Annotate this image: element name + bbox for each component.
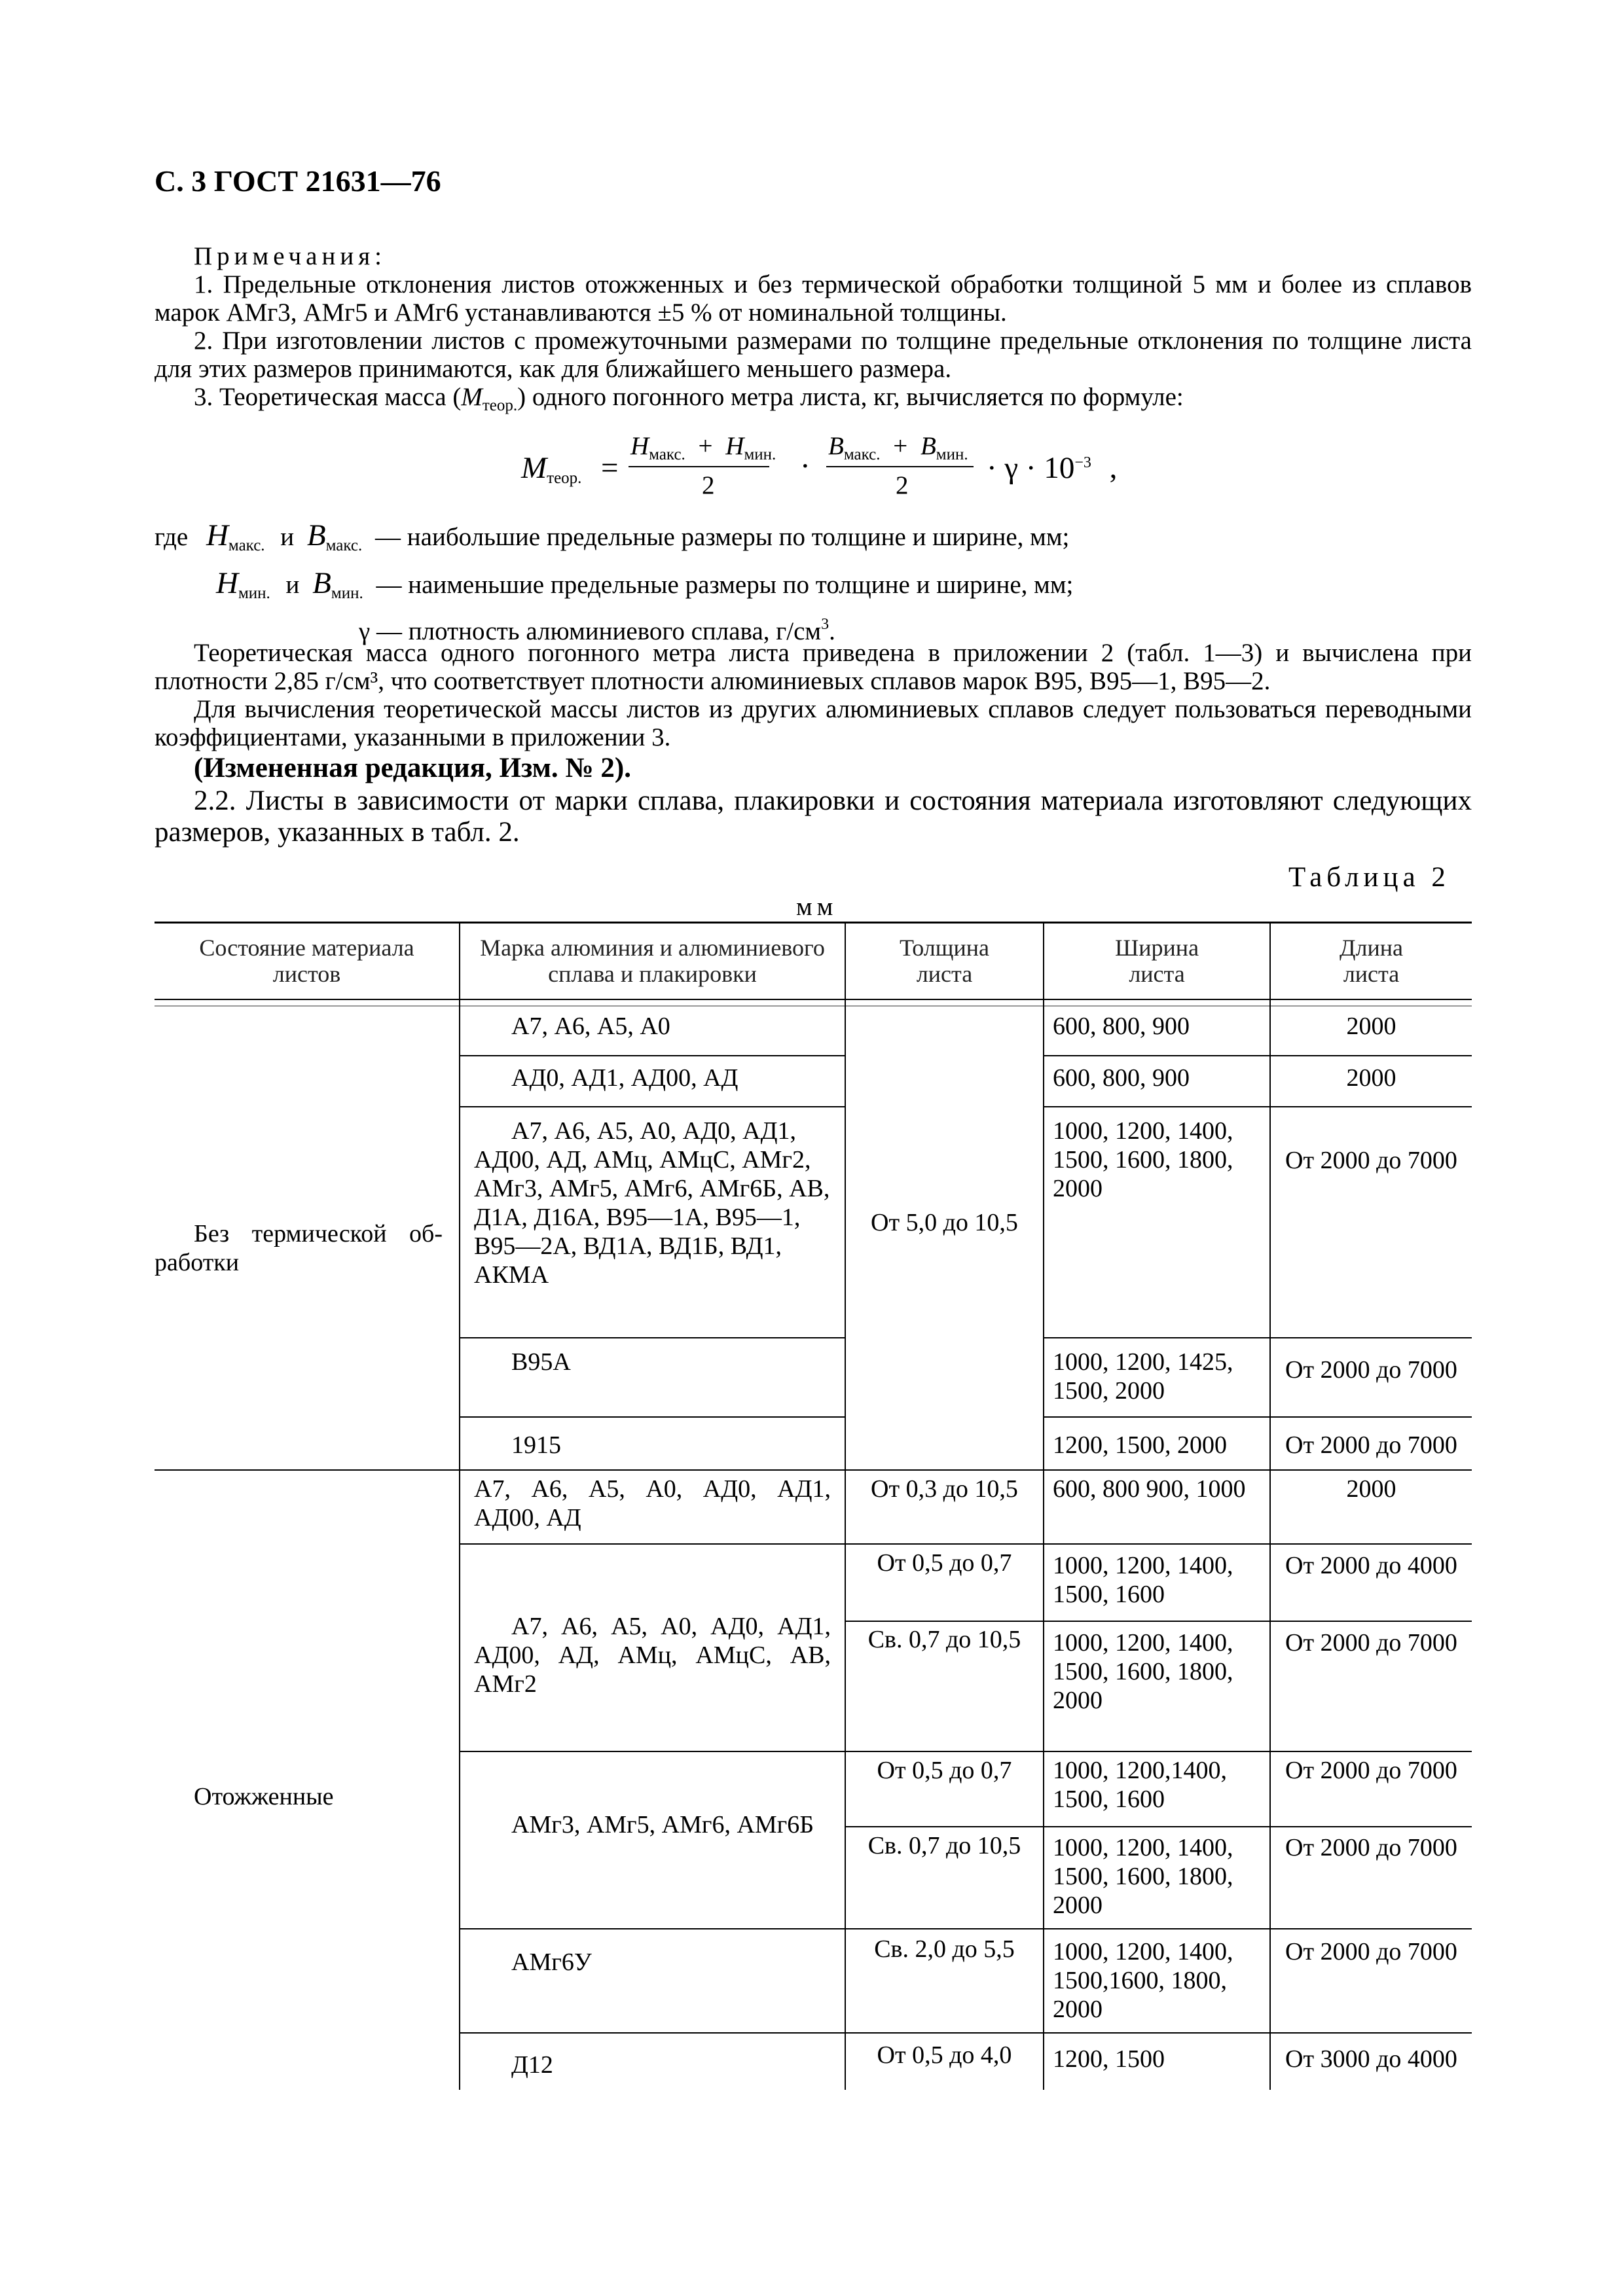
width-row-5: 1200, 1500, 2000 <box>1053 1431 1227 1459</box>
width-row-8b: 1000, 1200, 1400, 1500, 1600, 1800, 2000 <box>1053 1834 1233 1919</box>
header-state: Состояние материала листов <box>199 935 414 987</box>
thickness-row-7a: От 0,5 до 0,7 <box>877 1549 1012 1577</box>
width-row-6: 600, 800 900, 1000 <box>1053 1475 1246 1503</box>
thickness-row-10: От 0,5 до 4,0 <box>877 2041 1012 2069</box>
length-row-10: От 3000 до 4000 <box>1285 2045 1457 2073</box>
grade-row-4: В95А <box>511 1348 571 1376</box>
thickness-row-8a: От 0,5 до 0,7 <box>877 1757 1012 1784</box>
length-row-5: От 2000 до 7000 <box>1285 1431 1457 1459</box>
length-row-9: От 2000 до 7000 <box>1285 1938 1457 1965</box>
length-row-8a: От 2000 до 7000 <box>1285 1757 1457 1784</box>
length-row-4: От 2000 до 7000 <box>1285 1356 1457 1384</box>
width-row-2: 600, 800, 900 <box>1053 1064 1190 1092</box>
grade-row-10: Д12 <box>511 2051 553 2079</box>
width-row-9: 1000, 1200, 1400, 1500,1600, 1800, 2000 <box>1053 1938 1233 2023</box>
length-row-3: От 2000 до 7000 <box>1285 1147 1457 1174</box>
length-row-1: 2000 <box>1346 1013 1396 1040</box>
table-caption: Таблица 2 <box>1288 862 1450 893</box>
grade-row-6: А7, А6, А5, А0, АД0, АД1, АД00, АД <box>474 1475 831 1532</box>
thickness-row-6: От 0,3 до 10,5 <box>871 1475 1018 1503</box>
para-theoretical-mass: Теоретическая масса одного погонного метра листа приведена в приложении 2 (табл. 1—3) и вычислена при плотности 2,85 г/см³, что соответствует плотности алюминиевых сплавов марок В95, В95—1, В95—2. <box>155 639 1472 695</box>
thickness-row-8b: Св. 0,7 до 10,5 <box>867 1832 1021 1859</box>
grade-row-3: А7, А6, А5, А0, АД0, АД1, АД00, АД, АМц, АМцС, АМг2, АМг3, АМг5, АМг6, АМг6Б, АВ, Д1А, Д16А, В95—1А, В95—1, В95—2А, ВД1А, ВД1Б, ВД1, АКМА <box>474 1117 830 1289</box>
length-row-2: 2000 <box>1346 1064 1396 1092</box>
header-width: Ширина листа <box>1114 935 1199 987</box>
grade-row-2: АД0, АД1, АД00, АД <box>511 1064 739 1092</box>
para-2-2: 2.2. Листы в зависимости от марки сплава, плакировки и состояния материала изготовляют следующих размеров, указанных в табл. 2. <box>155 785 1472 848</box>
header-grade: Марка алюминия и алюминиевого сплава и плакировки <box>480 935 825 987</box>
definition-min: $H_{мин.}$ и $B_{мин.}$ — наименьшие предельные размеры по толщине и ширине, мм; <box>216 566 1074 602</box>
notes-title: Примечания: <box>194 242 386 270</box>
para-other-alloys: Для вычисления теоретической массы листов из других алюминиевых сплавов следует пользоваться переводными коэффициентами, указанными в приложении 3. <box>155 695 1472 751</box>
table-2 <box>155 922 1472 2090</box>
width-row-8a: 1000, 1200,1400, 1500, 1600 <box>1053 1757 1227 1813</box>
thickness-group1: От 5,0 до 10,5 <box>871 1209 1018 1236</box>
note-3: 3. Теоретическая масса $(M_{теор.})$ одного погонного метра листа, кг, вычисляется по формуле: <box>194 383 1184 414</box>
width-row-7a: 1000, 1200, 1400, 1500, 1600 <box>1053 1552 1233 1608</box>
grade-row-9: АМг6У <box>511 1948 592 1976</box>
width-row-7b: 1000, 1200, 1400, 1500, 1600, 1800, 2000 <box>1053 1629 1233 1714</box>
grade-row-5: 1915 <box>511 1431 561 1459</box>
note-1: 1. Предельные отклонения листов отожженных и без термической обработки толщиной 5 мм и более из сплавов марок АМг3, АМг5 и АМг6 устанавливаются ±5 % от номинальной толщины. <box>155 270 1472 327</box>
amendment-note: (Измененная редакция, Изм. № 2). <box>194 753 631 783</box>
grade-row-8: АМг3, АМг5, АМг6, АМг6Б <box>511 1811 814 1839</box>
length-row-7b: От 2000 до 7000 <box>1285 1629 1457 1657</box>
definition-max: где $H_{макс.}$ и $B_{макс.}$ — наибольшие предельные размеры по толщине и ширине, мм; <box>155 518 1070 554</box>
table-unit: мм <box>796 893 838 921</box>
width-row-1: 600, 800, 900 <box>1053 1013 1190 1040</box>
page-header: С. 3 ГОСТ 21631—76 <box>155 164 441 198</box>
document-page: С. 3 ГОСТ 21631—76 Примечания: 1. Предельные отклонения листов отожженных и без термической обработки толщиной 5 мм и более из сплавов марок АМг3, АМг5 и АМг6 устанавливаются ±5 % от номинальной толщины. 2. При изготовлении листов с промежуточными размерами по толщине предельные отклонения по толщине листа для этих размеров принимаются, как для ближайшего меньшего размера. 3. Теоретическая масса $(M_{теор.})$ одного погонного метра листа, кг, вычисляется по формуле: $M_{теор.}$ = $H_{макс.} + H_{мин.}$ 2 · $B_{макс.} + B_{мин.}$ 2 · $\gamma \cdot 10^{-3}$ , где $H_{макс.}$ и $B_{макс.}$ — наибольшие предельные размеры по толщине и ширине, мм; $H_{мин.}$ и $B_{мин.}$ — наименьшие предельные размеры по толщине и ширине, мм; γ — плотность алюминиевого сплава, $г/см^3$. Теоретическая масса одного погонного метра листа приведена в приложении 2 (табл. 1—3) и вычислена при плотности 2,85 г/см³, что соответствует плотности алюминиевых сплавов марок В95, В95—1, В95—2. Для вычисления теоретической массы листов из других алюминиевых сплавов следует пользоваться переводными коэффициентами, указанными в приложении 3. (Измененная редакция, Изм. № 2). 2.2. Листы в зависимости от марки сплава, плакировки и состояния материала изготовляют следующих размеров, указанных в табл. 2. Таблица 2 мм Состояние материала листов Марка алюминия и алюминиевого сплава и плакировки Толщина листа Ширина листа Длина листа Без термической об- работки От 5,0 до 10,5 А7, А6, А5, А0 600, 800, 900 2000 АД0, АД1, АД00, АД 600, 800, 900 2000 А7, А6, А5, А0, АД0, АД1, АД00, АД, АМц, АМцС, АМг2, АМг3, АМг5, АМг6, АМг6Б, АВ, Д1А, Д16А, В95—1А, В95—1, В95—2А, ВД1А, ВД1Б, ВД1, АКМА 1000, 1200, 1400, 1500, 1600, 1800, 2000 От 2000 до 7000 В95А 1000, 1200, 1425, 1500, 2000 От 2000 до 7000 1915 1200, 1500, 2000 От 2000 до 7000 Отожженные А7, А6, А5, А0, АД0, АД1, АД00, АД От 0,3 до 10,5 600, 800 900, 1000 2000 А7, А6, А5, А0, АД0, АД1, АД00, АД, АМц, АМцС, АВ, АМг2 От 0,5 до 0,7 1000, 1200, 1400, 1500, 1600 От 2000 до 4000 Св. 0,7 до 10,5 1000, 1200, 1400, 1500, 1600, 1800, 2000 От 2000 до 7000 АМг3, АМг5, АМг6, АМг6Б От 0,5 до 0,7 1000, 1200,1400, 1500, 1600 От 2000 до 7000 Св. 0,7 до 10,5 1000, 1200, 1400, 1500, 1600, 1800, 2000 От 2000 до 7000 АМг6У Св. 2,0 до 5,5 1000, 1200, 1400, 1500,1600, 1800, 2000 От 2000 до 7000 Д12 От 0,5 до 4,0 1200, 1500 От 3000 до 4000 <box>0 0 1623 2296</box>
length-row-7a: От 2000 до 4000 <box>1285 1552 1457 1579</box>
width-row-10: 1200, 1500 <box>1053 2045 1165 2073</box>
header-length: Длина листа <box>1339 935 1404 987</box>
width-row-3: 1000, 1200, 1400, 1500, 1600, 1800, 2000 <box>1053 1117 1233 1202</box>
grade-row-7: А7, А6, А5, А0, АД0, АД1, АД00, АД, АМц, АМцС, АВ, АМг2 <box>474 1613 831 1698</box>
width-row-4: 1000, 1200, 1425, 1500, 2000 <box>1053 1348 1233 1405</box>
definition-gamma: γ — плотность алюминиевого сплава, $г/см^3$. <box>359 616 835 645</box>
grade-row-1: А7, А6, А5, А0 <box>511 1013 670 1040</box>
state-no-heat-treatment: Без термической об- работки <box>155 1220 443 1276</box>
thickness-row-7b: Св. 0,7 до 10,5 <box>867 1626 1021 1653</box>
length-row-6: 2000 <box>1346 1475 1396 1503</box>
note-2: 2. При изготовлении листов с промежуточными размерами по толщине предельные отклонения по толщине листа для этих размеров принимаются, как для ближайшего меньшего размера. <box>155 327 1472 383</box>
length-row-8b: От 2000 до 7000 <box>1285 1834 1457 1861</box>
header-thickness: Толщина листа <box>899 935 989 987</box>
thickness-row-9: Св. 2,0 до 5,5 <box>874 1935 1015 1963</box>
state-annealed: Отожженные <box>194 1783 334 1810</box>
